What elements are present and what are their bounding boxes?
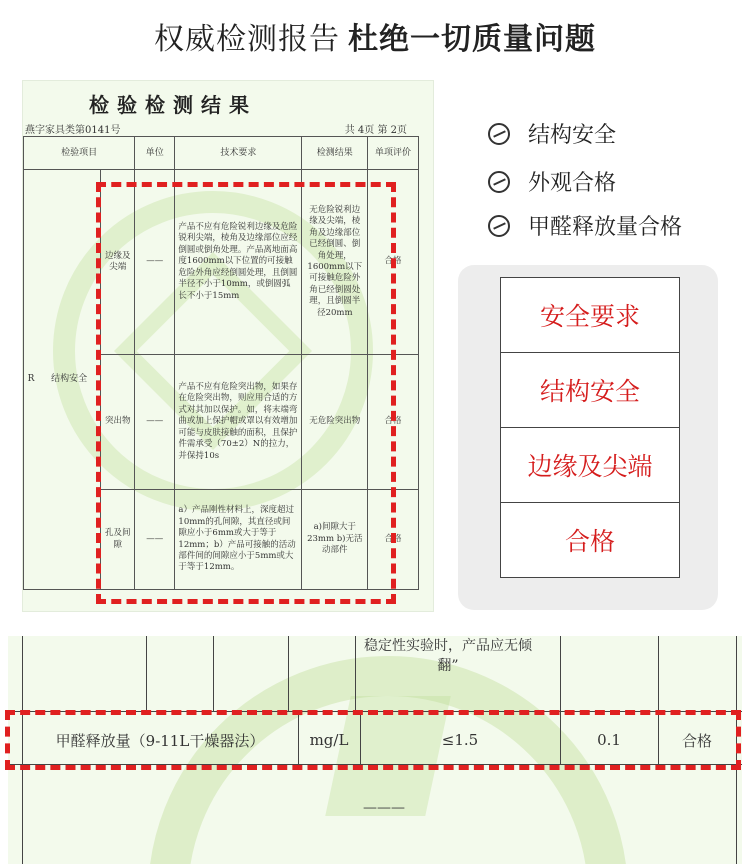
- formaldehyde-item: 甲醛释放量（9-11L干燥器法）: [55, 731, 265, 750]
- header-unit: 单位: [135, 137, 175, 170]
- check-circle-icon: [488, 215, 510, 237]
- table-divider: [736, 764, 737, 864]
- group-label: 结构安全: [51, 374, 88, 385]
- table-divider: [560, 636, 561, 711]
- item-cell: 孔及间隙: [101, 490, 135, 590]
- table-divider: [355, 636, 356, 711]
- header-result: 检测结果: [302, 137, 368, 170]
- unit-cell: ——: [135, 355, 175, 490]
- formaldehyde-requirement: ≤1.5: [441, 731, 479, 749]
- group-cell: [24, 170, 101, 590]
- table-divider: [288, 636, 289, 711]
- requirement-cell: 产品不应有危险锐利边缘及危险锐利尖端，棱角及边缘部位应经倒圆或倒角处理。产品离地面高度1600mm以下位置的可接触危险外角应经倒圆处理，且倒圆半径不小于10mm，或倒圆弧长不小于15mm: [175, 170, 302, 355]
- table-divider: [146, 636, 147, 711]
- empty-cell-dash: ———: [363, 800, 405, 816]
- highlight-frame: [96, 182, 396, 604]
- feature-label: 甲醛释放量合格: [528, 215, 683, 240]
- report-title: 检验检测结果: [89, 93, 257, 117]
- feature-item: [488, 210, 682, 241]
- feature-label: 外观合格: [528, 171, 617, 196]
- check-circle-icon: [488, 171, 510, 193]
- verdict-cell: 合格: [368, 355, 419, 490]
- header-requirement: 技术要求: [175, 137, 302, 170]
- feature-item: [488, 118, 616, 149]
- feature-label: 结构安全: [528, 123, 617, 148]
- requirement-cell: a）产品刚性材料上，深度超过10mm的孔间隙，其直径或间隙应小于6mm或大于等于12mm；b）产品可接触的活动部件间的间隙应小于5mm或大于等于12mm。: [175, 490, 302, 590]
- report-page-count: 共 4页 第 2页: [344, 125, 407, 136]
- item-cell: 突出物: [101, 355, 135, 490]
- summary-item: 边缘及尖端: [501, 428, 680, 503]
- stability-note: 稳定性实验时，产品应无倾翻”: [364, 638, 532, 674]
- table-divider: [22, 636, 23, 711]
- header-verdict: 单项评价: [368, 137, 419, 170]
- requirement-cell: 产品不应有危险突出物，如果存在危险突出物，则应用合适的方式对其加以保护。如，将末端弯曲或加上保护帽或罩以有效增加可能与皮肤接触的面积，且保护件需承受（70±2）N的拉力，并保持10s: [175, 355, 302, 490]
- highlight-frame: [5, 710, 741, 770]
- summary-table: [500, 277, 680, 578]
- headline-normal: 权威检测报告: [154, 22, 340, 57]
- formaldehyde-unit: mg/L: [309, 731, 349, 749]
- table-divider: [658, 636, 659, 711]
- summary-category: 结构安全: [501, 353, 680, 428]
- table-divider: [213, 636, 214, 711]
- side-label: R: [27, 374, 35, 385]
- check-circle-icon: [488, 123, 510, 145]
- report-number: 燕字家具类第0141号: [25, 125, 121, 136]
- headline-bold: 杜绝一切质量问题: [348, 22, 596, 57]
- item-cell: 边缘及尖端: [101, 170, 135, 355]
- verdict-cell: 合格: [368, 490, 419, 590]
- result-cell: 无危险锐利边缘及尖端，棱角及边缘部位已经倒圆、倒角处理，1600mm以下可接触危险外角已经倒圆处理，且倒圆半径20mm: [302, 170, 368, 355]
- header-item: 检验项目: [24, 137, 135, 170]
- unit-cell: ——: [135, 490, 175, 590]
- table-divider: [22, 764, 23, 864]
- unit-cell: ——: [135, 170, 175, 355]
- result-cell: a)间隙大于23mm b)无活动部件: [302, 490, 368, 590]
- feature-item: [488, 166, 616, 197]
- verdict-cell: 合格: [368, 170, 419, 355]
- summary-verdict: 合格: [501, 503, 680, 578]
- result-cell: 无危险突出物: [302, 355, 368, 490]
- page-headline: [0, 14, 750, 58]
- formaldehyde-result: 0.1: [597, 731, 621, 749]
- formaldehyde-verdict: 合格: [681, 731, 712, 750]
- summary-requirement: 安全要求: [501, 278, 680, 353]
- table-divider: [736, 636, 737, 711]
